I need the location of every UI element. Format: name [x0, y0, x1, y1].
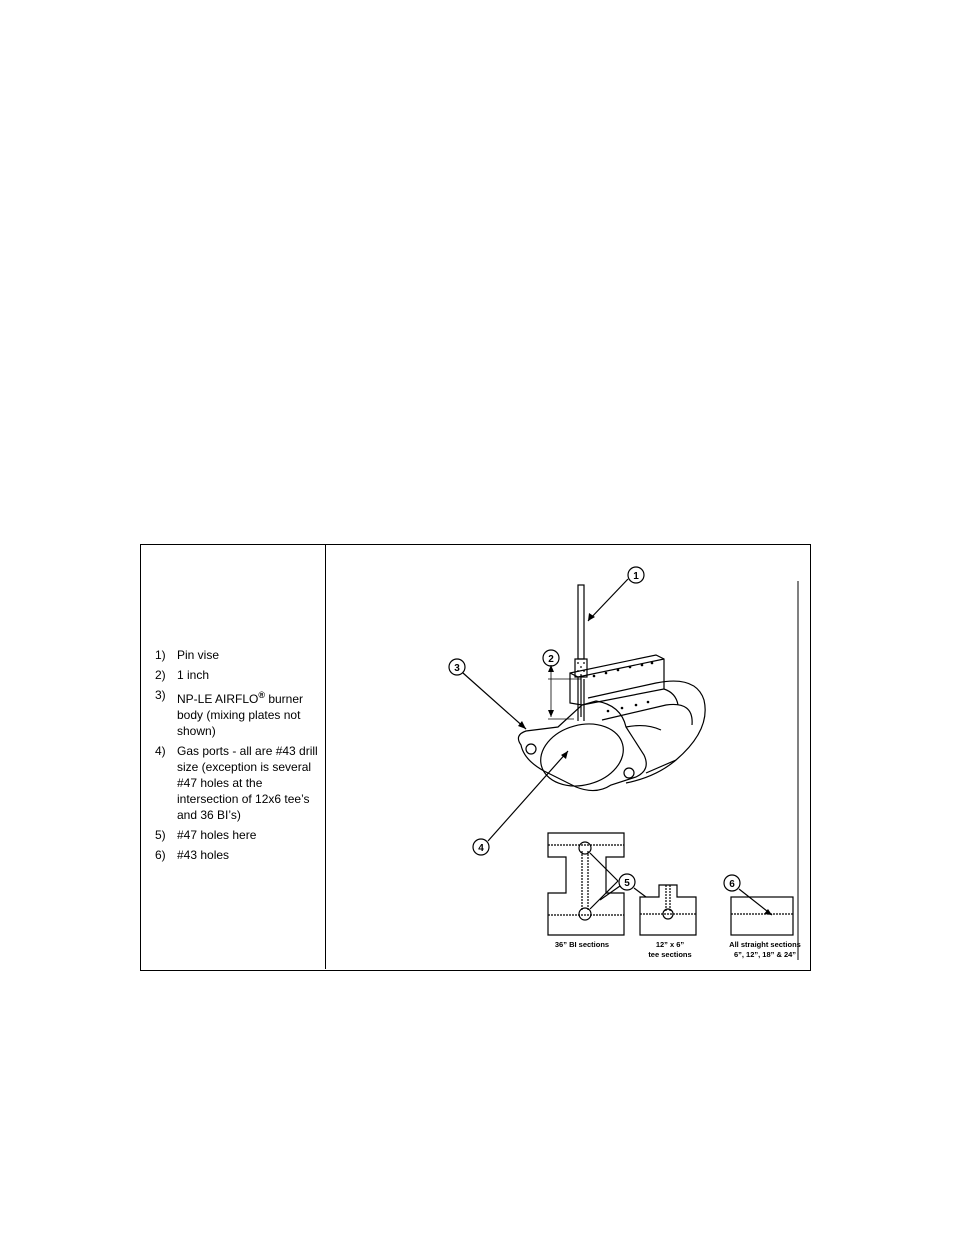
legend-item-gas-ports [141, 743, 325, 823]
callout-number: 1 [633, 571, 639, 582]
callout-number: 5 [624, 878, 630, 889]
callout-number: 3 [454, 663, 460, 674]
caption-straight-sections: All straight sections [729, 940, 801, 949]
legend-text-product: NP-LE AIRFLO [177, 692, 259, 706]
pin-vise-illustration [575, 585, 587, 717]
legend-text-rest: burner body (mixing plates not shown) [177, 692, 304, 738]
figure-box [140, 544, 811, 971]
callout-number: 6 [729, 879, 735, 890]
legend-item-pin-vise [141, 647, 325, 663]
callout-number: 2 [548, 654, 554, 665]
legend-item-47-holes [141, 827, 325, 843]
legend-item-43-holes [141, 847, 325, 863]
legend-item-one-inch [141, 667, 325, 683]
legend-number: 2) [155, 668, 166, 682]
legend-text [177, 687, 323, 739]
caption-bi-sections: 36” BI sections [554, 940, 610, 949]
registered-mark: ® [258, 690, 265, 700]
burner-body-illustration [518, 655, 705, 795]
caption-tee-size: 12” x 6” [655, 940, 685, 949]
legend-number: 3) [155, 688, 166, 702]
legend-item-burner-body [141, 687, 325, 739]
legend-list [141, 647, 325, 867]
legend-number: 1) [155, 648, 166, 662]
legend-number: 5) [155, 828, 166, 842]
legend-text: Gas ports - all are #43 drill size (exception is several #47 holes at the intersection of 12x6 tee’s and 36 BI’s) [177, 744, 318, 822]
legend-number: 4) [155, 744, 166, 758]
legend-text: #47 holes here [177, 828, 257, 842]
legend-text: 1 inch [177, 668, 210, 682]
legend-text: Pin vise [177, 648, 220, 662]
straight-section-illustration [731, 897, 793, 935]
caption-straight-sizes: 6”, 12”, 18” & 24” [733, 950, 797, 959]
caption-tee-sections: tee sections [648, 950, 692, 959]
legend-number: 6) [155, 848, 166, 862]
tee-section-illustration [640, 885, 696, 935]
bi-section-illustration [548, 833, 624, 935]
callout-number: 4 [478, 843, 484, 854]
legend-text: #43 holes [177, 848, 230, 862]
burner-diagram [326, 545, 810, 970]
